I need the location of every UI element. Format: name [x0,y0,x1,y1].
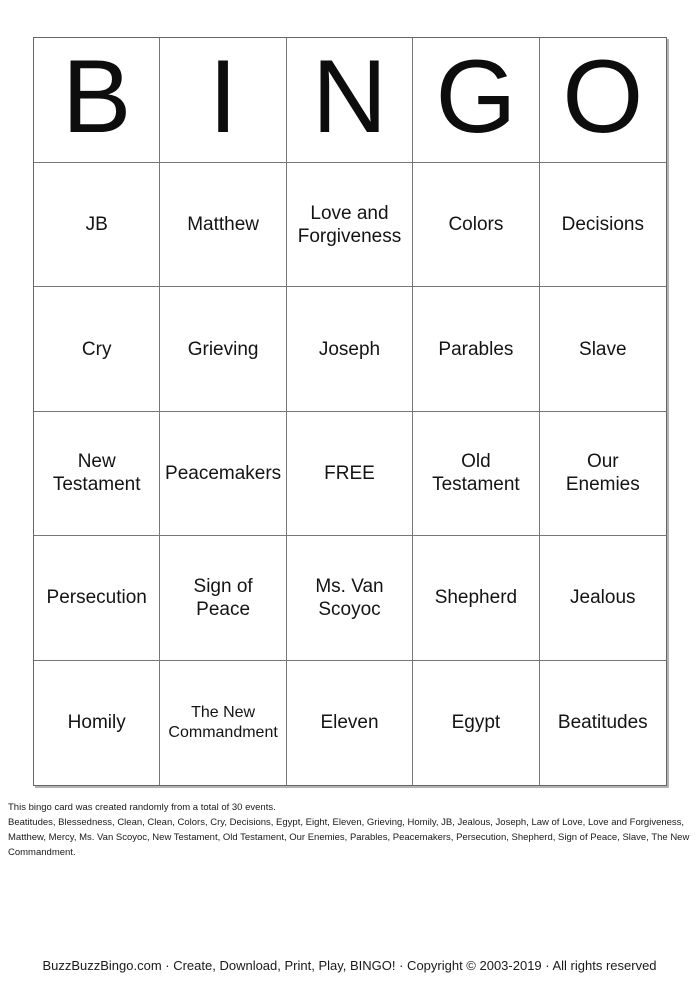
bingo-cell-r4c1: Persecution [34,536,160,660]
bingo-letter-b: B [34,38,160,163]
bingo-letter-g: G [413,38,539,163]
bingo-letter-n: N [287,38,413,163]
bingo-cell-r2c3: Joseph [287,287,413,411]
bingo-cell-r3c3: FREE [287,412,413,536]
bingo-cell-r1c5: Decisions [540,163,666,287]
bingo-cell-r4c4: Shepherd [413,536,539,660]
bingo-cell-r2c2: Grieving [160,287,286,411]
bingo-letter-i: I [160,38,286,163]
bingo-card [33,37,667,786]
bingo-cell-r2c4: Parables [413,287,539,411]
bingo-cell-r2c1: Cry [34,287,160,411]
bingo-cell-r5c4: Egypt [413,661,539,785]
bingo-cell-r5c1: Homily [34,661,160,785]
bingo-cell-r4c3: Ms. Van Scoyoc [287,536,413,660]
bingo-cell-r1c3: Love and Forgiveness [287,163,413,287]
bingo-cell-r3c1: New Testament [34,412,160,536]
card-notes [8,800,696,860]
bingo-cell-r5c3: Eleven [287,661,413,785]
footer [0,958,699,973]
bingo-cell-r5c2: The New Commandment [160,661,286,785]
bingo-cell-r3c2: Peacemakers [160,412,286,536]
bingo-cell-r4c5: Jealous [540,536,666,660]
bingo-cell-r1c4: Colors [413,163,539,287]
bingo-cell-r4c2: Sign of Peace [160,536,286,660]
bingo-cell-r3c5: Our Enemies [540,412,666,536]
bingo-cell-r3c4: Old Testament [413,412,539,536]
bingo-cell-r1c1: JB [34,163,160,287]
bingo-cell-r2c5: Slave [540,287,666,411]
footer-text: BuzzBuzzBingo.com · Create, Download, Print, Play, BINGO! · Copyright © 2003-2019 · All rights reserved [42,958,657,973]
bingo-letter-o: O [540,38,666,163]
bingo-cell-r1c2: Matthew [160,163,286,287]
bingo-cell-r5c5: Beatitudes [557,712,648,734]
card-summary-text: This bingo card was created randomly from a total of 30 events. [8,802,276,813]
events-list-text: Beatitudes, Blessedness, Clean, Clean, Colors, Cry, Decisions, Egypt, Eight, Eleven, Grieving, Homily, JB, Jealous, Joseph, Law of Love, Love and Forgiveness, Matthew, Mercy, Ms. Van Scoyoc, New Testament, Old Testament, Our Enemies, Parables, Peacemakers, Persecution, Shepherd, Sign of Peace, Slave, The New Commandment. [8,817,690,858]
